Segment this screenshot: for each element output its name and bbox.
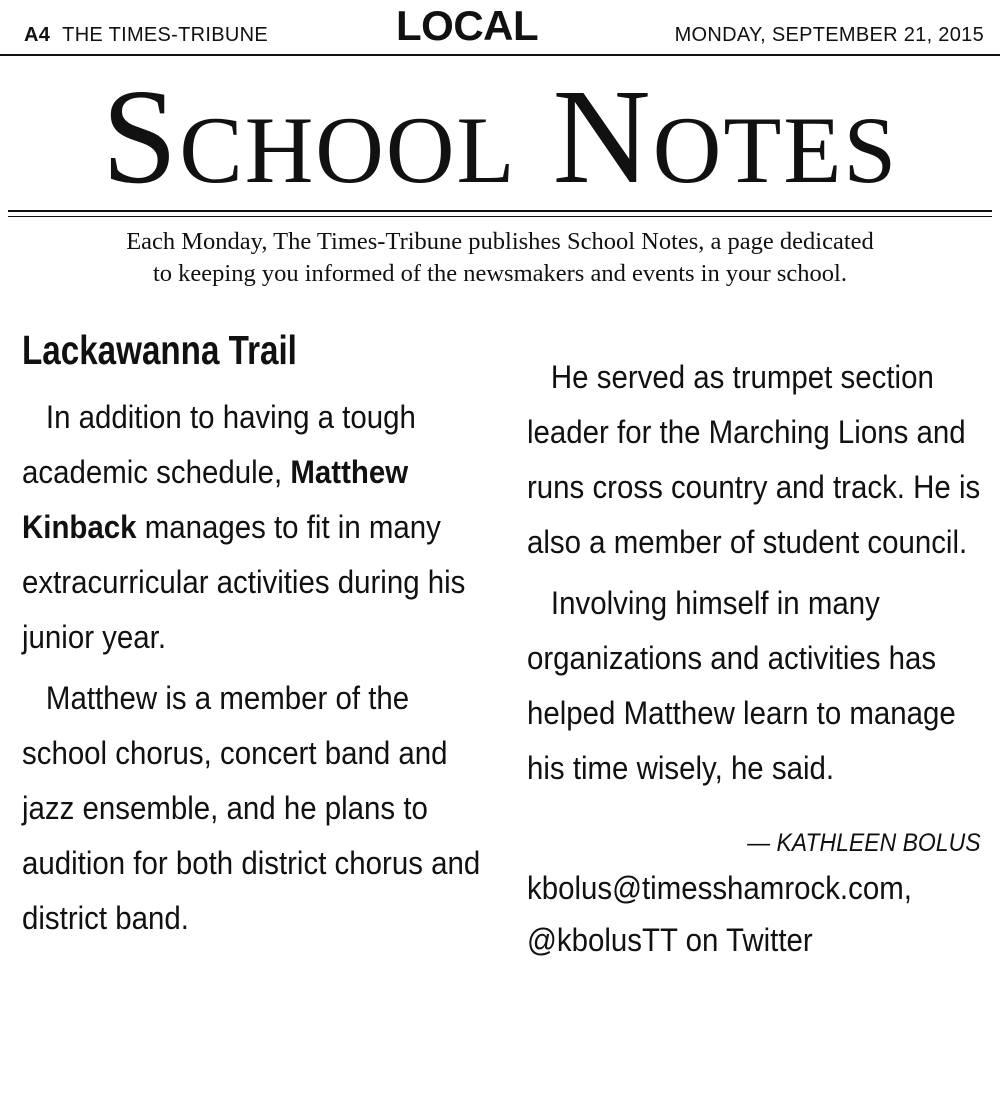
paragraph-1 [22, 390, 482, 665]
author-email: kbolus@timesshamrock.com, [527, 870, 912, 906]
paragraph-4: Involving himself in many organizations and activities has helped Matthew learn to manage his time wisely, he said. [527, 585, 956, 786]
page-number: A4 [24, 24, 51, 46]
paragraph-1-lead: In addition to having a tough academic schedule, [22, 399, 416, 490]
paragraph-3: He served as trumpet section leader for the Marching Lions and runs cross country and track. He is also a member of student council. [527, 359, 981, 560]
page-title: School Notes [101, 62, 899, 212]
masthead-rule [8, 210, 992, 212]
dek-line-2: to keeping you informed of the newsmakers and events in your school. [152, 260, 847, 287]
dek-line-1: Each Monday, The Times-Tribune publishes School Notes, a page dedicated [126, 228, 874, 255]
issue-date: MONDAY, SEPTEMBER 21, 2015 [674, 24, 984, 46]
article-headline: Lackawanna Trail [22, 327, 297, 373]
article-column-right [527, 350, 982, 966]
byline: — KATHLEEN BOLUS [747, 829, 981, 857]
publication-name: THE TIMES-TRIBUNE [62, 24, 269, 46]
folio-left [24, 24, 268, 47]
paragraph-1-rest: manages to fit in many extracurricular activities during his junior year. [22, 509, 466, 655]
paragraph-2: Matthew is a member of the school chorus, concert band and jazz ensemble, and he plans to audition for both district chorus and district band. [22, 680, 481, 936]
author-twitter: @kbolusTT on Twitter [527, 922, 813, 958]
section-name: LOCAL [396, 2, 539, 49]
masthead-rule-thin [8, 216, 992, 217]
page-description [0, 226, 1000, 290]
folio-bar [0, 0, 1000, 56]
student-name: Matthew Kinback [22, 454, 409, 545]
article-column-left [22, 320, 482, 946]
